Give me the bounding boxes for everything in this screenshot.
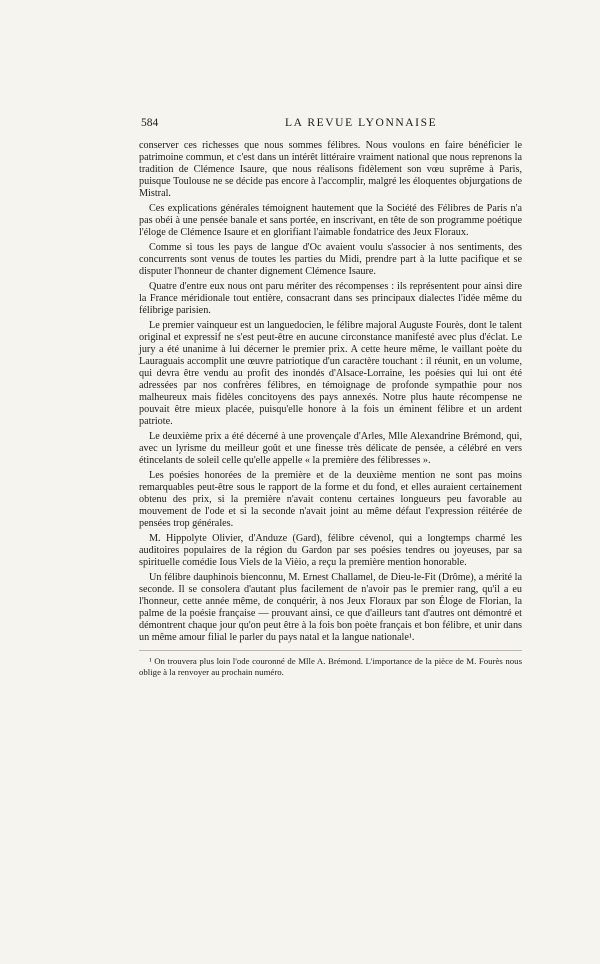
footnote-divider <box>139 650 522 651</box>
paragraph: conserver ces richesses que nous sommes félibres. Nous voulons en faire bénéficier le patrimoine commun, et c'est dans un intérêt littéraire vraiment national que nous reprenons la tradition de Clémence Isaure, que nous réalisons fidèlement son vœu suprême à Paris, puisque Toulouse ne se décide pas encore à l'accomplir, malgré les éloquentes objurgations de Mistral. <box>139 140 522 199</box>
running-header <box>139 117 522 133</box>
paragraph: Un félibre dauphinois bienconnu, M. Ernest Challamel, de Dieu-le-Fit (Drôme), a mérité la seconde. Il se consolera d'autant plus facilement de n'avoir pas le premier rang, qu'il a eu l'honneur, cette année même, de conquérir, à nos Jeux Floraux par son Éloge de Florian, la palme de la poésie française — prouvant ainsi, ce que d'ailleurs tant d'autres ont démontré et démontrent chaque jour qu'on peut être à la fois bon poète français et bon félibre, et unir dans un même amour filial le parler du pays natal et la langue nationale¹. <box>139 572 522 643</box>
paragraph: Ces explications générales témoignent hautement que la Société des Félibres de Paris n'a pas obéi à une pensée banale et sans portée, en inscrivant, en tête de son programme poétique l'éloge de Clémence Isaure et en glorifiant l'aimable fondatrice des Jeux Floraux. <box>139 203 522 238</box>
paragraph: Quatre d'entre eux nous ont paru mériter des récompenses : ils représentent pour ainsi dire la France méridionale tout entière, consacrant dans ses principaux dialectes l'idée même du félibrige parisien. <box>139 281 522 316</box>
paragraph: Le deuxième prix a été décerné à une provençale d'Arles, Mlle Alexandrine Brémond, qui, avec un lyrisme du meilleur goût et une finesse très délicate de pensée, a célébré en vers étincelants de soleil celle qu'elle appelle « la première des félibresses ». <box>139 431 522 466</box>
paragraph: Les poésies honorées de la première et de la deuxième mention ne sont pas moins remarquables peut-être sous le rapport de la forme et du fond, et elles auraient certainement obtenu des prix, si la première n'avait contenu certaines longueurs peu favorable au mouvement de l'ode et si la seconde n'avait joint au même défaut l'expression réitérée de pensées trop générales. <box>139 470 522 529</box>
paragraph: M. Hippolyte Olivier, d'Anduze (Gard), félibre cévenol, qui a longtemps charmé les auditoires populaires de la région du Gardon par ses poésies tendres ou joyeuses, par sa spirituelle comédie Ious Viels de la Vièio, a reçu la première mention honorable. <box>139 533 522 568</box>
paragraph: Comme si tous les pays de langue d'Oc avaient voulu s'associer à nos sentiments, des concurrents sont venus de toutes les parties du Midi, prendre part à la lutte pacifique et se disputer l'honneur de chanter dignement Clémence Isaure. <box>139 242 522 277</box>
footnote: ¹ On trouvera plus loin l'ode couronné de Mlle A. Brémond. L'importance de la pièce de M. Fourès nous oblige à la renvoyer au prochain numéro. <box>139 656 522 677</box>
paragraph: Le premier vainqueur est un languedocien, le félibre majoral Auguste Fourès, dont le talent original et expressif ne s'est peut-être en aucune circonstance manifesté avec plus d'éclat. Le jury a été unanime à lui décerner le premier prix. A cette heure même, le vaillant poète du Lauraguais accomplit une œuvre patriotique d'un caractère touchant : il réunit, en un volume, qui devra être vendu au profit des inondés d'Alsace-Lorraine, les poésies qui lui ont été adressées par nos confrères félibres, en témoignage de profonde sympathie pour nos malheureux mais fidèles concitoyens des pays annexés. Notre plus haute récompense ne pouvait être mieux placée, puisqu'elle honore à la fois un éminent félibre et un ardent patriote. <box>139 320 522 427</box>
article-body <box>139 140 522 681</box>
page-number: 584 <box>141 117 159 129</box>
running-title: LA REVUE LYONNAISE <box>285 117 438 129</box>
